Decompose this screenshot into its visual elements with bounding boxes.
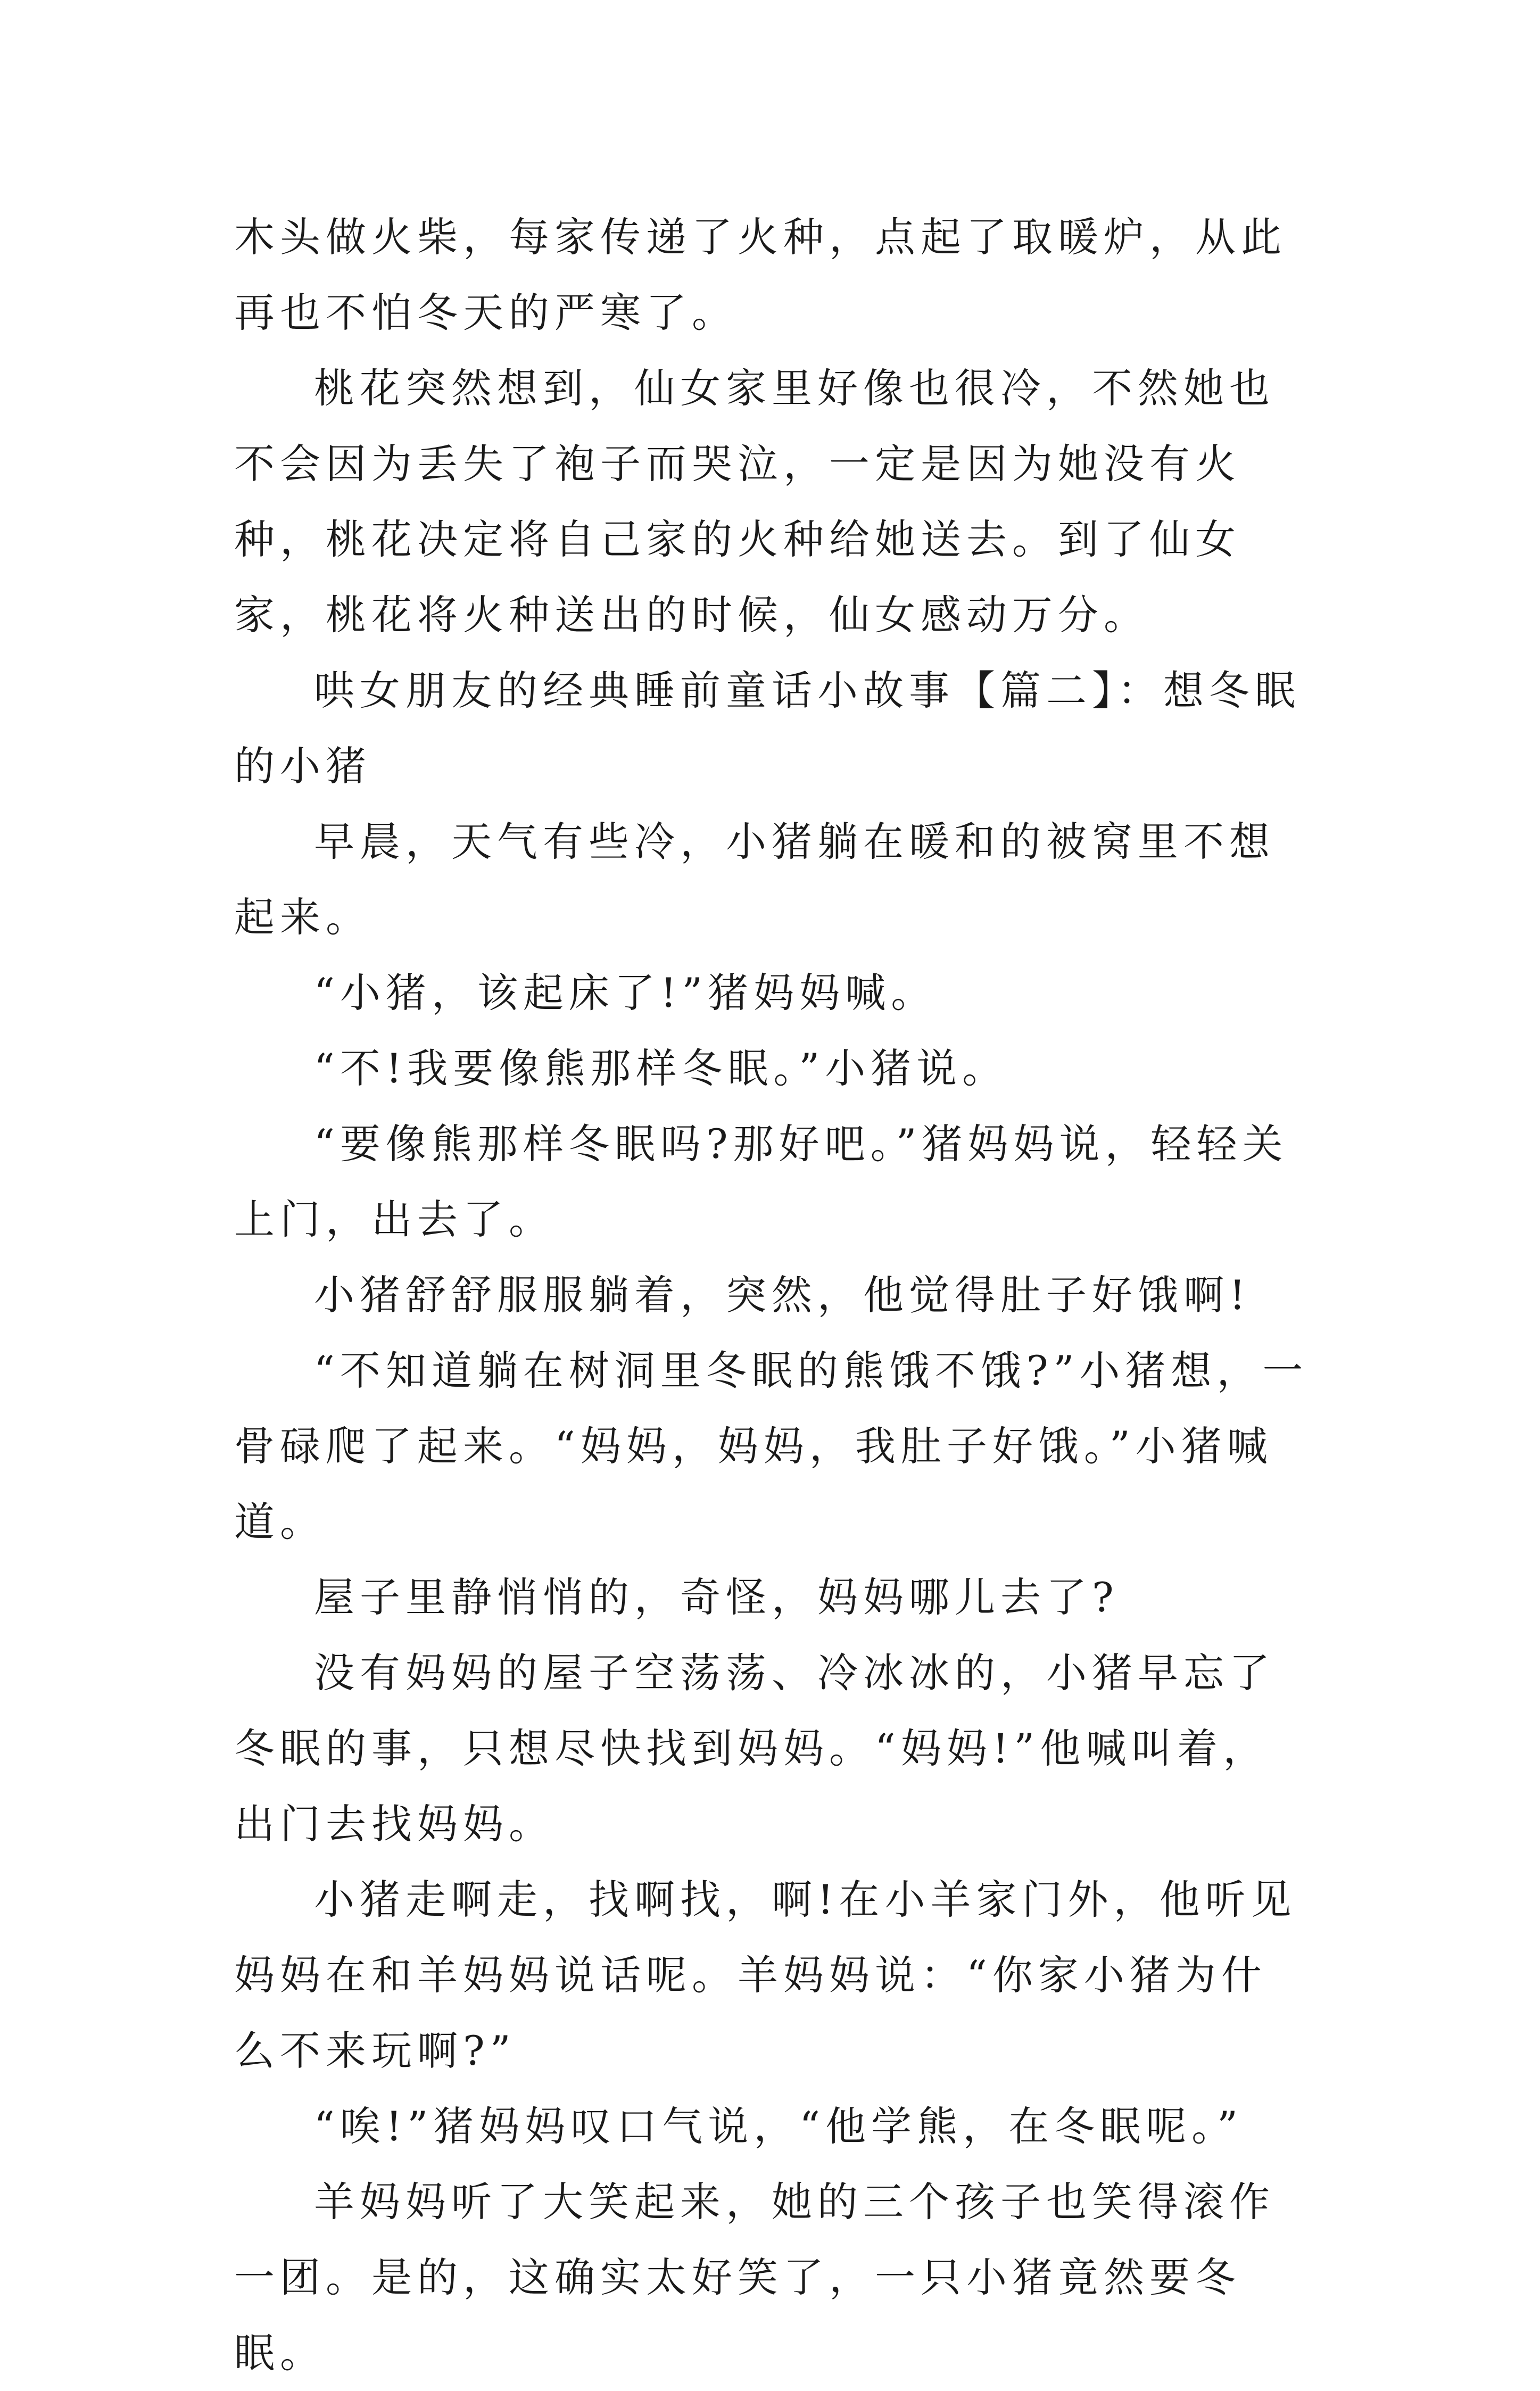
paragraph: “唉!”猪妈妈叹口气说，“他学熊，在冬眠呢。”	[314, 2103, 1243, 2150]
paragraph: 屋子里静悄悄的，奇怪，妈妈哪儿去了?	[314, 1574, 1119, 1621]
paragraph: 桃花突然想到，仙女家里好像也很冷，不然她也不会因为丢失了袍子而哭泣，一定是因为她没有火种，桃花决定将自己家的火种给她送去。到了仙女家，桃花将火种送出的时候，仙女感动万分。	[234, 365, 1275, 639]
paragraph: 没有妈妈的屋子空荡荡、冷冰冰的，小猪早忘了冬眠的事，只想尽快找到妈妈。“妈妈!”他喊叫着，出门去找妈妈。	[234, 1649, 1275, 1848]
paragraph: “要像熊那样冬眠吗?那好吧。”猪妈妈说，轻轻关上门，出去了。	[234, 1120, 1288, 1243]
paragraph: “不知道躺在树洞里冬眠的熊饿不饿?”小猪想，一骨碌爬了起来。“妈妈，妈妈，我肚子好饿。”小猪喊道。	[234, 1347, 1309, 1545]
paragraph: “不!我要像熊那样冬眠。”小猪说。	[314, 1045, 1008, 1092]
section-heading: 哄女朋友的经典睡前童话小故事【篇二】：想冬眠的小猪	[234, 667, 1301, 790]
paragraph: 早晨，天气有些冷，小猪躺在暖和的被窝里不想起来。	[234, 818, 1275, 941]
paragraph-continuation: 木头做火柴，每家传递了火种，点起了取暖炉，从此再也不怕冬天的严寒了。	[234, 213, 1287, 336]
paragraph: 羊妈妈听了大笑起来，她的三个孩子也笑得滚作一团。是的，这确实太好笑了，一只小猪竟然要冬眠。	[234, 2178, 1275, 2377]
paragraph: 小猪舒舒服服躺着，突然，他觉得肚子好饿啊!	[314, 1271, 1251, 1319]
paragraph: 小猪走啊走，找啊找，啊!在小羊家门外，他听见妈妈在和羊妈妈说话呢。羊妈妈说：“你家小猪为什么不来玩啊?”	[234, 1876, 1297, 2074]
paragraph: “小猪，该起床了!”猪妈妈喊。	[314, 969, 937, 1016]
document-body	[234, 200, 1309, 2391]
